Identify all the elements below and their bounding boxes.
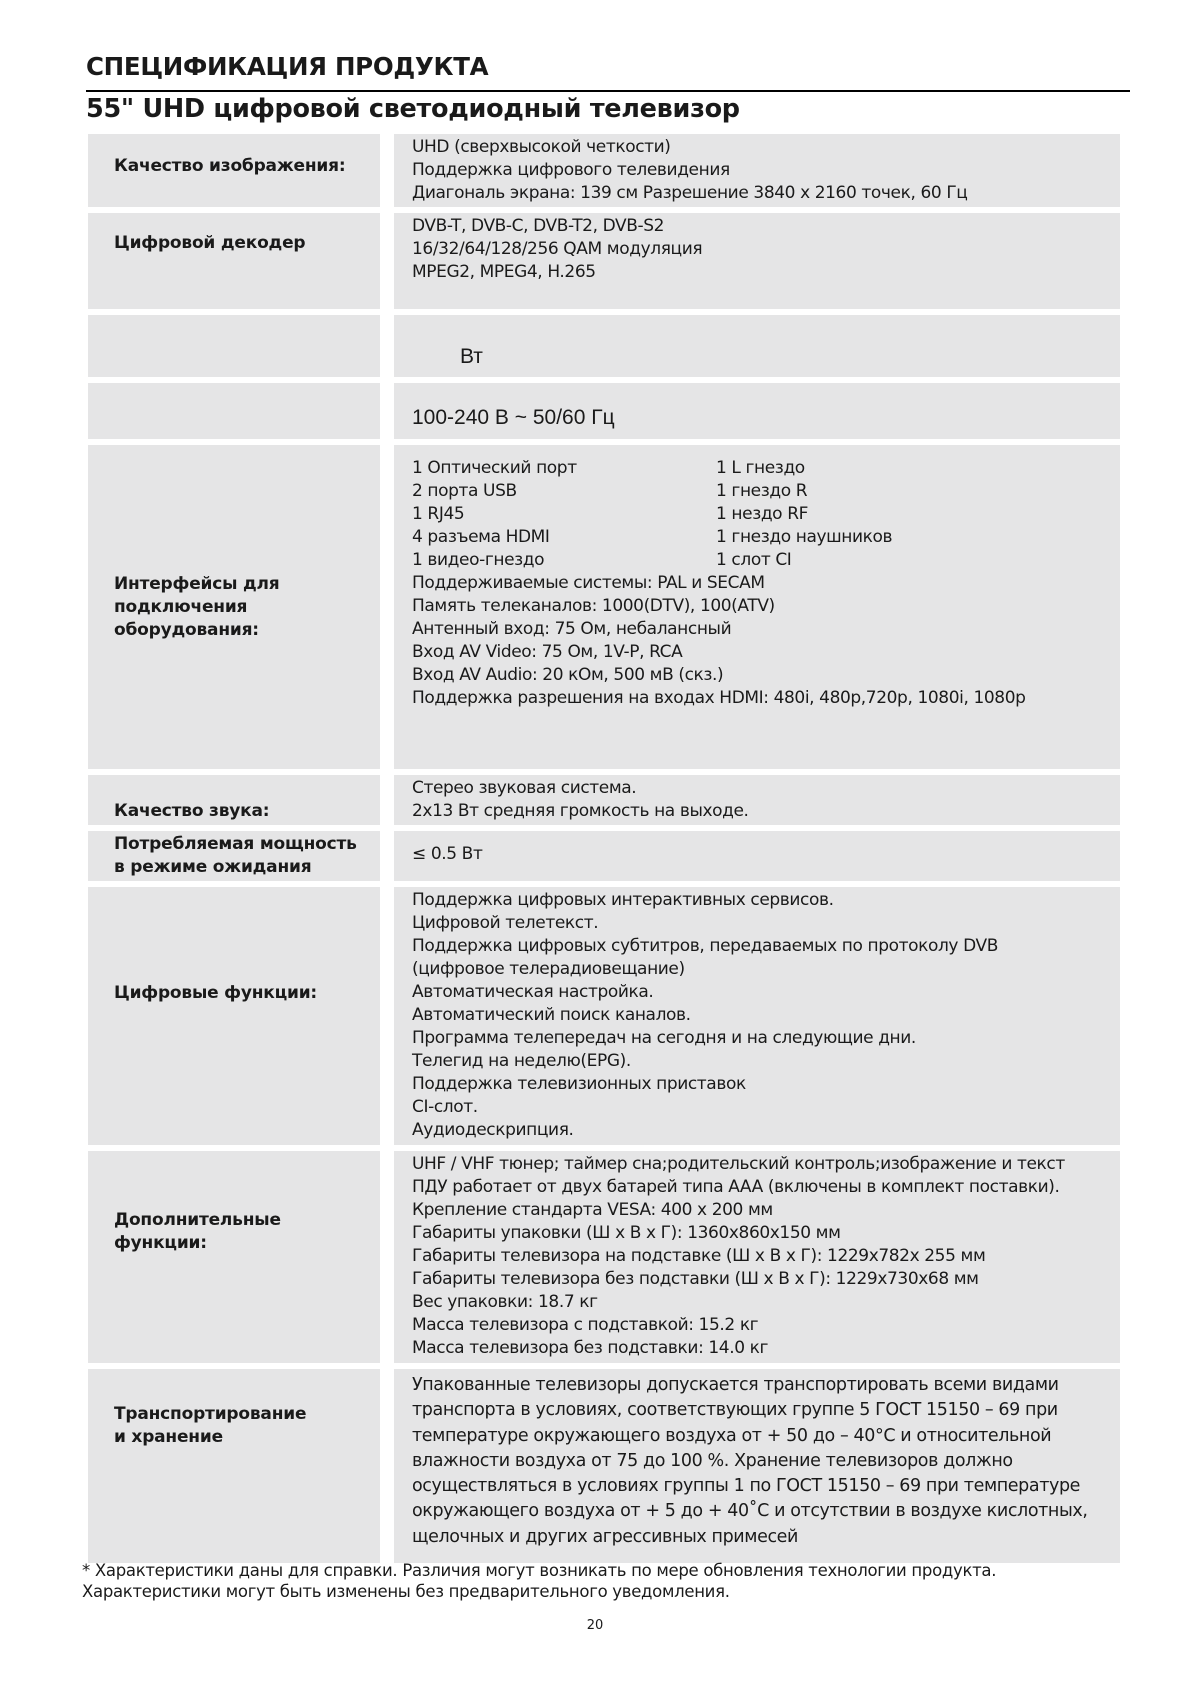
spec-label: Потребляемая мощность в режиме ожидания bbox=[114, 834, 357, 877]
spec-line: Габариты телевизора без подставки (Ш x В x Г): 1229x730x68 мм bbox=[412, 1269, 979, 1289]
spec-value-cell bbox=[394, 775, 1120, 825]
spec-line: влажности воздуха от 75 до 100 %. Хранение телевизоров должно bbox=[412, 1450, 1013, 1471]
spec-table bbox=[88, 128, 1120, 1569]
spec-label: Качество звука: bbox=[114, 801, 270, 821]
spec-value-cell bbox=[394, 383, 1120, 439]
spec-label-cell bbox=[88, 775, 380, 825]
spec-line: Автоматический поиск каналов. bbox=[412, 1005, 691, 1025]
port-item: 4 разъема HDMI bbox=[412, 527, 550, 547]
spec-label-cell bbox=[88, 315, 380, 377]
spec-row-decoder bbox=[88, 213, 1120, 309]
port-item: 2 порта USB bbox=[412, 481, 517, 501]
footnote-line: Характеристики могут быть изменены без предварительного уведомления. bbox=[82, 1582, 730, 1601]
spec-line: Габариты телевизора на подставке (Ш x В x Г): 1229x782x 255 мм bbox=[412, 1246, 986, 1266]
spec-row-digital bbox=[88, 887, 1120, 1145]
spec-line: Цифровой телетекст. bbox=[412, 913, 599, 933]
spec-line: UHF / VHF тюнер; таймер сна;родительский контроль;изображение и текст bbox=[412, 1154, 1065, 1174]
spec-line: Поддержка цифрового телевидения bbox=[412, 160, 730, 180]
spec-line: Масса телевизора с подставкой: 15.2 кг bbox=[412, 1315, 759, 1335]
port-item: 1 RJ45 bbox=[412, 504, 465, 524]
spec-value: ≤ 0.5 Вт bbox=[412, 844, 483, 864]
spec-line: Автоматическая настройка. bbox=[412, 982, 654, 1002]
spec-line: MPEG2, MPEG4, H.265 bbox=[412, 262, 596, 282]
spec-row-transport bbox=[88, 1369, 1120, 1563]
spec-label-cell bbox=[88, 1369, 380, 1563]
port-item: 1 L гнездо bbox=[716, 458, 805, 478]
spec-line: Поддержка разрешения на входах HDMI: 480i, 480p,720p, 1080i, 1080p bbox=[412, 688, 1026, 708]
spec-line: Телегид на неделю(EPG). bbox=[412, 1051, 631, 1071]
spec-line: (цифровое телерадиовещание) bbox=[412, 959, 685, 979]
spec-line: Поддержка цифровых интерактивных сервисов. bbox=[412, 890, 834, 910]
port-item: 1 нездо RF bbox=[716, 504, 808, 524]
spec-line: Антенный вход: 75 Ом, небалансный bbox=[412, 619, 732, 639]
spec-line: Поддержка цифровых субтитров, передаваемых по протоколу DVB bbox=[412, 936, 998, 956]
spec-value-cell bbox=[394, 1151, 1120, 1363]
spec-value: Вт bbox=[460, 345, 483, 368]
spec-line: CI-слот. bbox=[412, 1097, 478, 1117]
spec-line: Вес упаковки: 18.7 кг bbox=[412, 1292, 598, 1312]
spec-line: Стерео звуковая система. bbox=[412, 778, 637, 798]
spec-label-cell bbox=[88, 213, 380, 309]
spec-line: Диагональ экрана: 139 см Разрешение 3840 x 2160 точек, 60 Гц bbox=[412, 183, 968, 203]
spec-value-cell bbox=[394, 887, 1120, 1145]
port-item: 1 слот CI bbox=[716, 550, 792, 570]
spec-label-cell bbox=[88, 445, 380, 769]
spec-value-cell bbox=[394, 831, 1120, 881]
spec-label-cell bbox=[88, 1151, 380, 1363]
port-list bbox=[412, 457, 1110, 572]
spec-value-cell bbox=[394, 213, 1120, 309]
footnote-line: * Характеристики даны для справки. Различия могут возникать по мере обновления технологии продукта. bbox=[82, 1561, 997, 1580]
spec-line: Аудиодескрипция. bbox=[412, 1120, 574, 1140]
page-number: 20 bbox=[586, 1618, 604, 1633]
spec-label: Транспортирование и хранение bbox=[114, 1404, 307, 1447]
spec-label-cell bbox=[88, 887, 380, 1145]
spec-line: DVB-T, DVB-C, DVB-T2, DVB-S2 bbox=[412, 216, 665, 236]
spec-line: Габариты упаковки (Ш x В x Г): 1360x860x150 мм bbox=[412, 1223, 841, 1243]
port-item: 1 видео-гнездо bbox=[412, 550, 545, 570]
spec-value-cell bbox=[394, 134, 1120, 207]
document-title: СПЕЦИФИКАЦИЯ ПРОДУКТА bbox=[86, 52, 489, 81]
spec-line: щелочных и других агрессивных примесей bbox=[412, 1526, 799, 1547]
spec-label: Цифровой декодер bbox=[114, 232, 306, 253]
spec-line: Поддерживаемые системы: PAL и SECAM bbox=[412, 573, 765, 593]
spec-value: 100-240 В ~ 50/60 Гц bbox=[412, 406, 615, 429]
spec-label: Цифровые функции: bbox=[114, 982, 318, 1003]
port-item: 1 гнездо наушников bbox=[716, 527, 893, 547]
spec-label-cell bbox=[88, 831, 380, 881]
spec-line: Вход AV Audio: 20 кОм, 500 мВ (скз.) bbox=[412, 665, 724, 685]
spec-line: транспорта в условиях, соответствующих группе 5 ГОСТ 15150 – 69 при bbox=[412, 1400, 1058, 1421]
spec-line: Поддержка телевизионных приставок bbox=[412, 1074, 746, 1094]
spec-row-standby bbox=[88, 831, 1120, 881]
spec-row-interfaces bbox=[88, 445, 1120, 769]
spec-line: Программа телепередач на сегодня и на следующие дни. bbox=[412, 1028, 916, 1048]
title-divider bbox=[86, 90, 1130, 92]
spec-row-power-consumption bbox=[88, 315, 1120, 377]
spec-row-power-supply bbox=[88, 383, 1120, 439]
spec-line: 16/32/64/128/256 QAM модуляция bbox=[412, 239, 703, 259]
spec-line: Память телеканалов: 1000(DTV), 100(ATV) bbox=[412, 596, 775, 616]
spec-label-cell bbox=[88, 383, 380, 439]
port-item: 1 Оптический порт bbox=[412, 458, 577, 478]
spec-row-picture bbox=[88, 134, 1120, 207]
spec-line: UHD (сверхвысокой четкости) bbox=[412, 137, 671, 157]
spec-line: окружающего воздуха от + 5 до + 40˚С и отсутствии в воздухе кислотных, bbox=[412, 1501, 1088, 1522]
spec-value-cell bbox=[394, 1369, 1120, 1563]
spec-line: Масса телевизора без подставки: 14.0 кг bbox=[412, 1338, 769, 1358]
spec-label: Дополнительные функции: bbox=[114, 1210, 281, 1253]
spec-label-cell bbox=[88, 134, 380, 207]
spec-line: Вход AV Video: 75 Ом, 1V-P, RCA bbox=[412, 642, 683, 662]
spec-line: Упакованные телевизоры допускается транспортировать всеми видами bbox=[412, 1375, 1059, 1395]
spec-label: Качество изображения: bbox=[114, 155, 346, 176]
spec-value-cell bbox=[394, 315, 1120, 377]
spec-line: Крепление стандарта VESA: 400 x 200 мм bbox=[412, 1200, 773, 1220]
spec-line: осуществляться в условиях группы 1 по ГОСТ 15150 – 69 при температуре bbox=[412, 1476, 1081, 1497]
spec-row-sound bbox=[88, 775, 1120, 825]
spec-row-additional bbox=[88, 1151, 1120, 1363]
document-subtitle: 55" UHD цифровой светодиодный телевизор bbox=[86, 94, 740, 124]
port-item: 1 гнездо R bbox=[716, 481, 808, 501]
spec-label: Интерфейсы для подключения оборудования: bbox=[114, 573, 280, 640]
footnote bbox=[82, 1560, 996, 1602]
spec-line: ПДУ работает от двух батарей типа AAA (включены в комплект поставки). bbox=[412, 1177, 1060, 1197]
spec-line: 2x13 Вт средняя громкость на выходе. bbox=[412, 801, 749, 821]
spec-line: температуре окружающего воздуха от + 50 до – 40°С и относительной bbox=[412, 1425, 1052, 1446]
spec-value-cell bbox=[394, 445, 1120, 769]
